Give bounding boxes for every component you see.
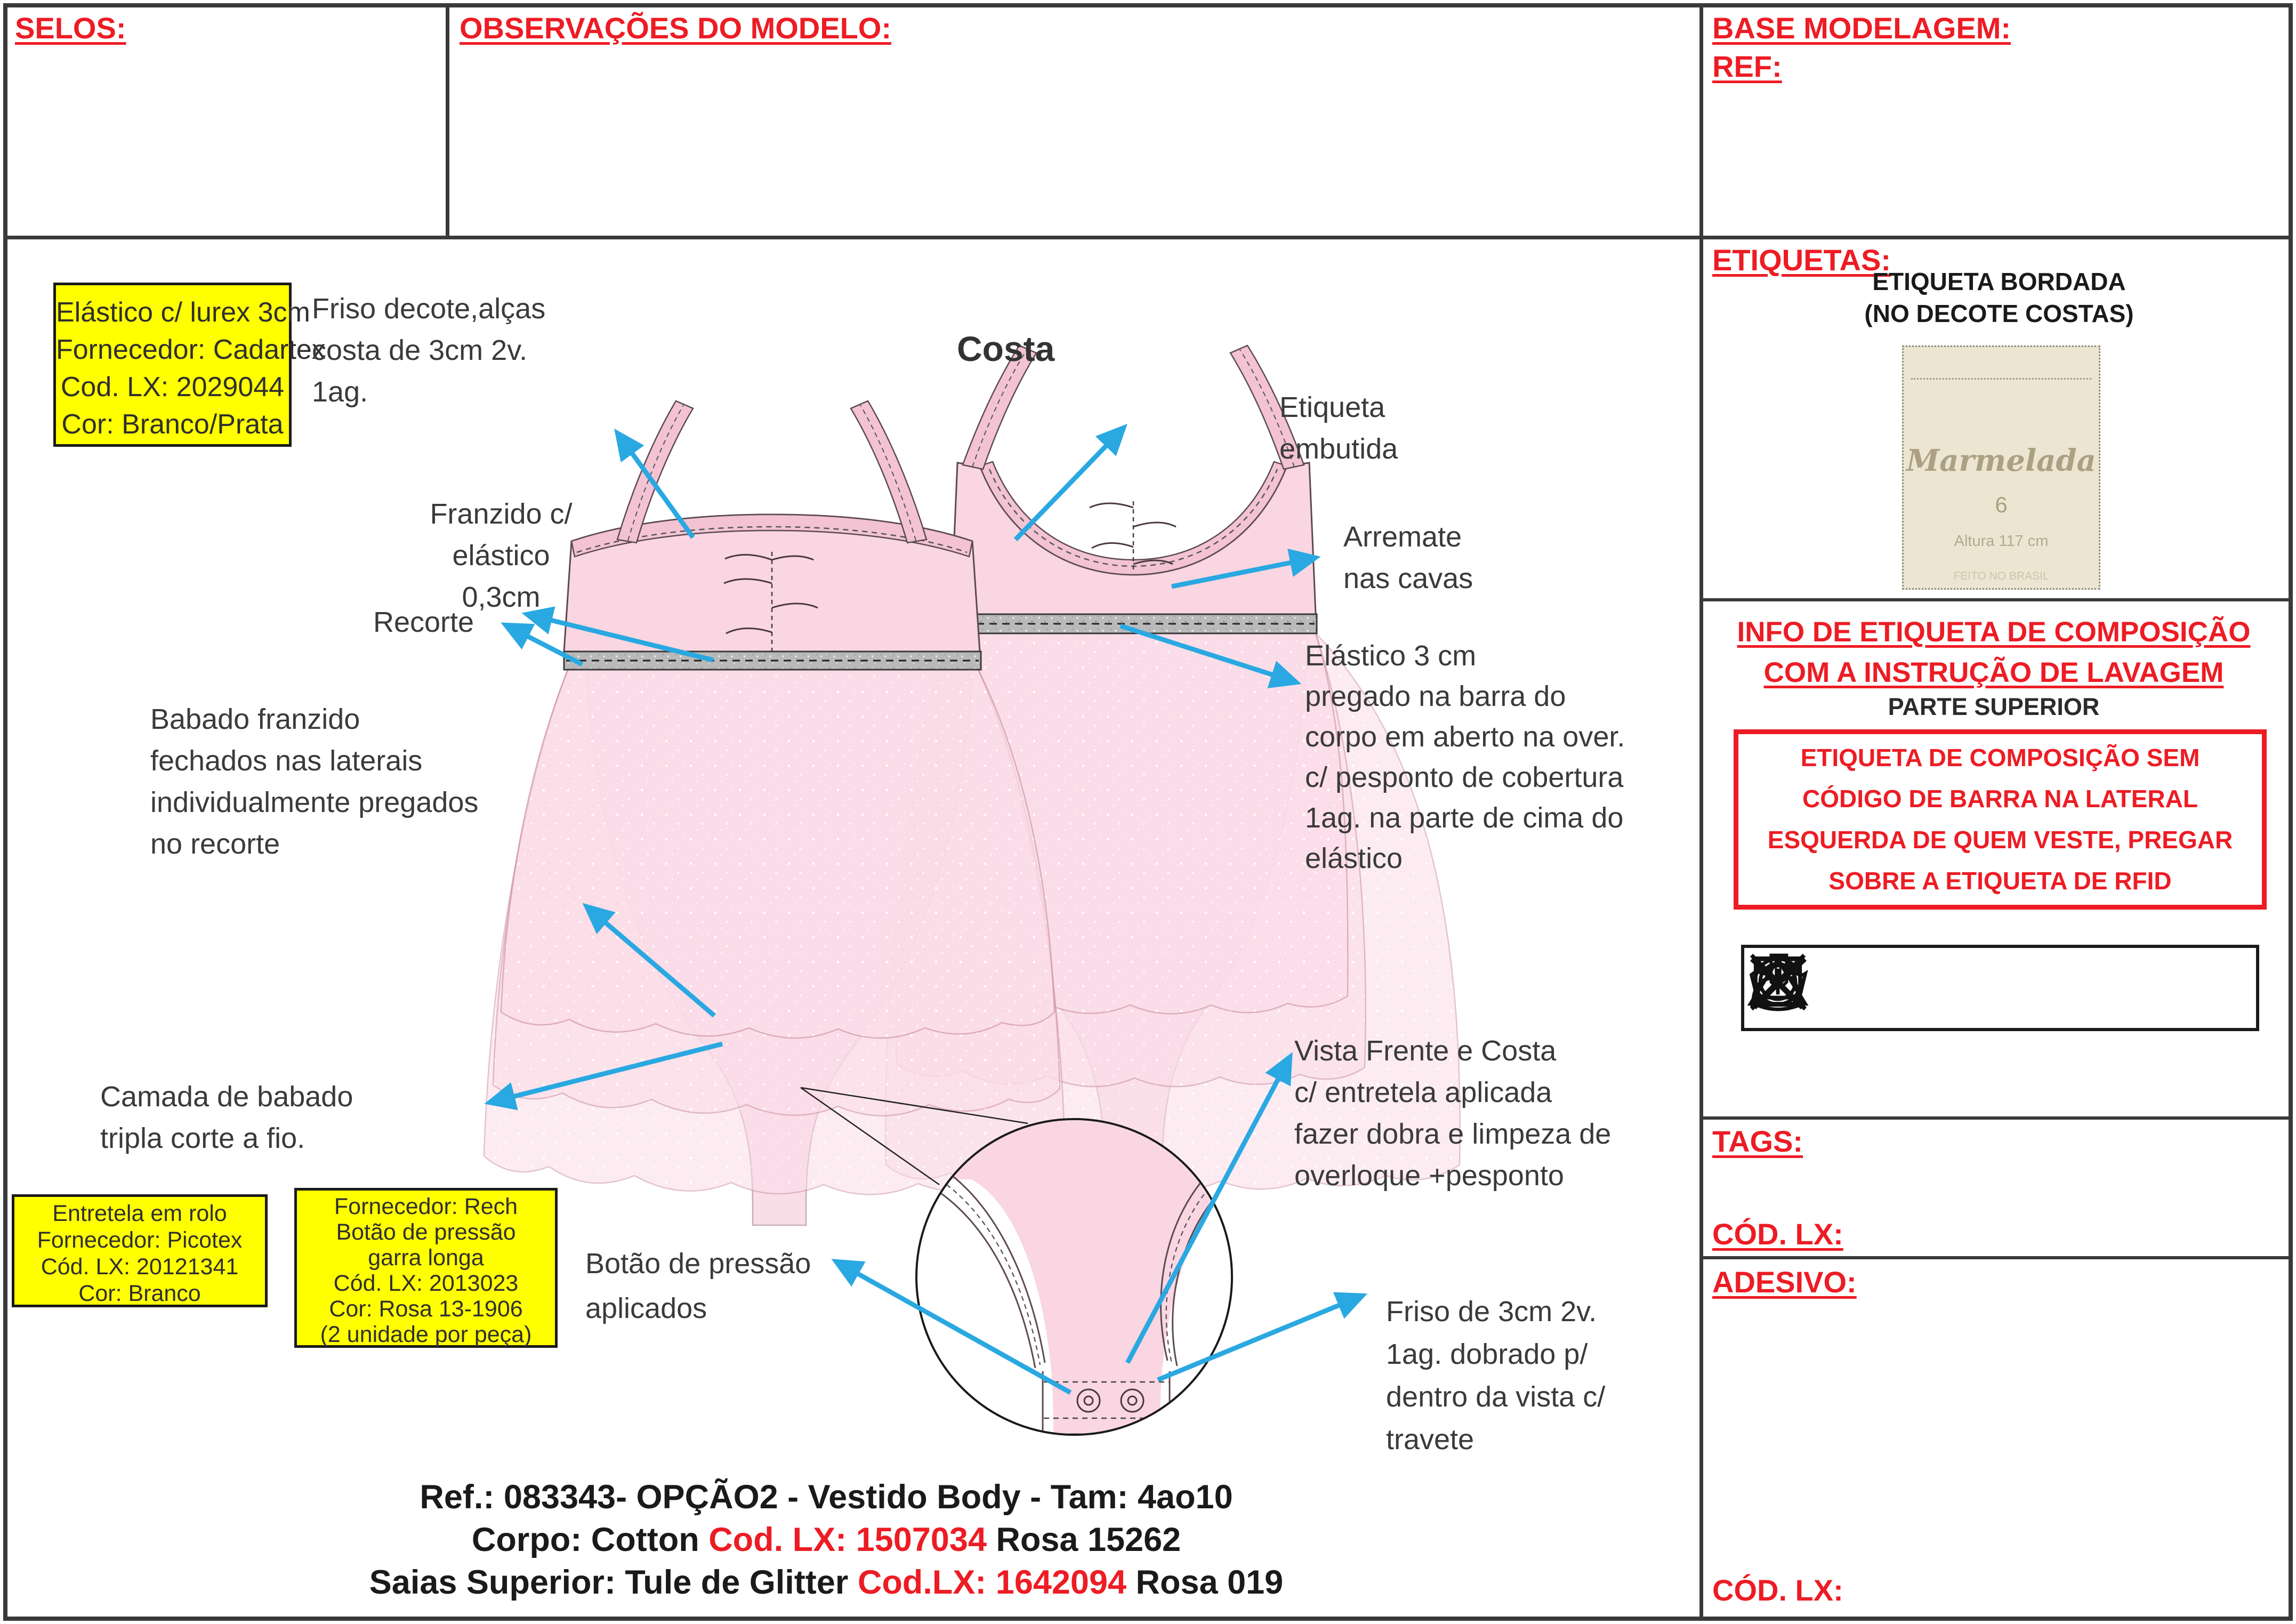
label-fold-stitch xyxy=(1911,378,2091,380)
corpo-color: Rosa 15262 xyxy=(986,1521,1181,1558)
info-etiqueta-heading: INFO DE ETIQUETA DE COMPOSIÇÃO COM A INSTRUÇÃO DE LAVAGEM xyxy=(1737,616,2251,688)
label-brand: Marmelada xyxy=(1906,443,2096,478)
label-origin: FEITO NO BRASIL xyxy=(1953,570,2049,582)
elastico3-annotation: Elástico 3 cm pregado na barra do corpo em aberto na over. c/ pesponto de cobertura 1ag. na parte de cima do elástico xyxy=(1305,640,1625,874)
etiquetas-title: ETIQUETAS: xyxy=(1712,243,1891,277)
ref-title: REF: xyxy=(1712,50,1782,83)
composicao-warning-box: ETIQUETA DE COMPOSIÇÃO SEM CÓDIGO DE BARRA NA LATERAL ESQUERDA DE QUEM VESTE, PREGAR SOBRE A ETIQUETA DE RFID xyxy=(1734,729,2267,910)
ref-line: Ref.: 083343- OPÇÃO2 - Vestido Body - Tam: 4ao10 xyxy=(420,1478,1233,1516)
camada-annotation: Camada de babado tripla corte a fio. xyxy=(100,1081,353,1154)
etiqueta-arrow xyxy=(1016,428,1124,540)
friso3-annotation: Friso de 3cm 2v. 1ag. dobrado p/ dentro da vista c/ travete xyxy=(1386,1296,1606,1456)
embroidered-label-swatch xyxy=(1902,345,2100,590)
franzido-annotation: Franzido c/ elástico 0,3cm xyxy=(430,498,573,613)
label-size: 6 xyxy=(1995,492,2008,517)
tags-title: TAGS: xyxy=(1712,1124,1803,1158)
etiqueta-embutida-annotation: Etiqueta embutida xyxy=(1279,391,1398,465)
elastico-lurex-note: Elástico c/ lurex 3cm Fornecedor: Cadartex Cod. LX: 2029044 Cor: Branco/Prata xyxy=(53,283,292,447)
parte-superior-label: PARTE SUPERIOR xyxy=(1888,693,2100,720)
botao-pressao-annotation: Botão de pressão aplicados xyxy=(585,1248,811,1324)
adesivo-title: ADESIVO: xyxy=(1712,1265,1857,1299)
corpo-cod-lx: Cod. LX: 1507034 xyxy=(708,1521,987,1558)
saias-cod-lx: Cod.LX: 1642094 xyxy=(857,1564,1127,1601)
adesivo-cod-lx-label: CÓD. LX: xyxy=(1712,1573,1843,1607)
selos-title: SELOS: xyxy=(15,11,126,45)
do-not-dry-clean-icon xyxy=(1744,948,1811,1015)
corpo-line xyxy=(112,1518,1541,1561)
reference-block xyxy=(112,1476,1541,1604)
arremate-annotation: Arremate nas cavas xyxy=(1343,521,1473,594)
care-symbols-box xyxy=(1741,945,2259,1031)
etiqueta-bordada-heading: ETIQUETA BORDADA (NO DECOTE COSTAS) xyxy=(1864,268,2134,327)
saias-color: Rosa 019 xyxy=(1126,1564,1284,1601)
base-modelagem-title: BASE MODELAGEM: xyxy=(1712,11,2011,45)
label-height: Altura 117 cm xyxy=(1954,533,2049,550)
vista-annotation: Vista Frente e Costa c/ entretela aplicada fazer dobra e limpeza de overloque +pesponto xyxy=(1294,1035,1612,1192)
babado-annotation: Babado franzido fechados nas laterais individualmente pregados no recorte xyxy=(150,703,479,860)
botao-pressao-note: Fornecedor: Rech Botão de pressão garra longa Cód. LX: 2013023 Cor: Rosa 13-1906 (2 unidade por peça) xyxy=(294,1188,558,1348)
observacoes-title: OBSERVAÇÕES DO MODELO: xyxy=(460,11,892,45)
saias-text: Saias Superior: Tule de Glitter xyxy=(369,1564,858,1601)
recorte-annotation: Recorte xyxy=(373,606,474,638)
tags-cod-lx-label: CÓD. LX: xyxy=(1712,1217,1843,1251)
corpo-text: Corpo: Cotton xyxy=(471,1521,709,1558)
entretela-note: Entretela em rolo Fornecedor: Picotex Cód. LX: 20121341 Cor: Branco xyxy=(12,1194,268,1307)
saias-line xyxy=(112,1561,1541,1604)
friso-decote-annotation: Friso decote,alças costa de 3cm 2v. 1ag. xyxy=(312,293,546,408)
costa-view-label: Costa xyxy=(957,329,1055,368)
